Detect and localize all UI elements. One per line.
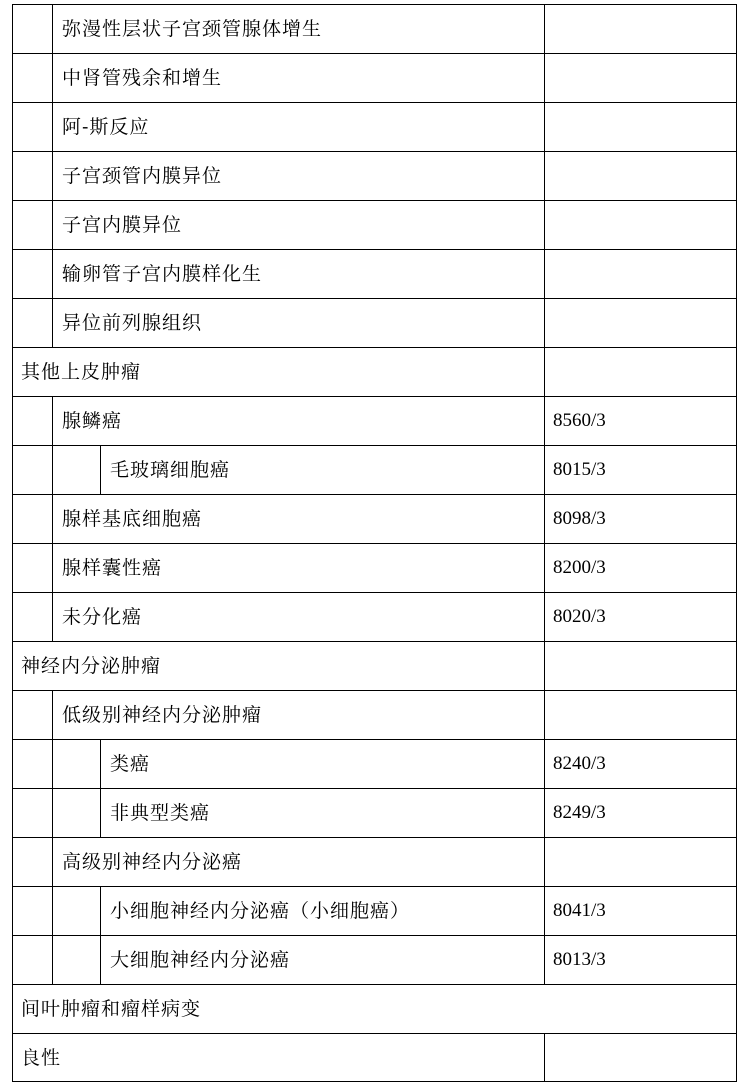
row-name: 子宫颈管内膜异位 [62, 165, 223, 187]
row-name: 类癌 [110, 753, 151, 775]
row-left-border [12, 936, 13, 984]
table-row [12, 494, 737, 543]
row-code: 8041/3 [553, 900, 606, 921]
code-column-divider [544, 887, 545, 935]
code-column-divider [544, 152, 545, 200]
row-right-border [736, 838, 737, 886]
table-row [12, 592, 737, 641]
row-right-border [736, 1034, 737, 1081]
row-left-border [12, 1034, 13, 1081]
table-row [12, 396, 737, 445]
code-column-divider [544, 495, 545, 543]
row-code: 8560/3 [553, 410, 606, 431]
code-column-divider [544, 397, 545, 445]
table-row [12, 935, 737, 984]
row-code: 8020/3 [553, 606, 606, 627]
row-code: 8098/3 [553, 508, 606, 529]
row-left-border [12, 691, 13, 739]
table-row [12, 53, 737, 102]
indent-divider [52, 397, 53, 445]
row-left-border [12, 103, 13, 151]
indent-divider [52, 446, 53, 494]
indent-divider [52, 593, 53, 641]
indent-divider [52, 740, 53, 788]
code-column-divider [544, 103, 545, 151]
row-right-border [736, 446, 737, 494]
row-left-border [12, 544, 13, 592]
table-row [12, 739, 737, 788]
row-right-border [736, 985, 737, 1033]
indent-divider [52, 5, 53, 53]
indent-divider [52, 250, 53, 298]
row-name: 弥漫性层状子宫颈管腺体增生 [62, 18, 323, 40]
row-name: 腺鳞癌 [62, 410, 123, 432]
code-column-divider [544, 201, 545, 249]
indent-divider [52, 544, 53, 592]
code-column-divider [544, 544, 545, 592]
row-name: 阿-斯反应 [62, 116, 150, 138]
row-name: 小细胞神经内分泌癌（小细胞癌） [110, 900, 411, 922]
row-code: 8249/3 [553, 802, 606, 823]
table-row [12, 886, 737, 935]
row-right-border [736, 201, 737, 249]
code-column-divider [544, 789, 545, 837]
row-left-border [12, 348, 13, 396]
table-row [12, 690, 737, 739]
code-column-divider [544, 348, 545, 396]
table-row [12, 984, 737, 1033]
row-name: 毛玻璃细胞癌 [110, 459, 231, 481]
table-row [12, 102, 737, 151]
table-row [12, 788, 737, 837]
table-row [12, 298, 737, 347]
indent-divider [52, 936, 53, 984]
row-left-border [12, 54, 13, 102]
indent-divider [52, 299, 53, 347]
row-name: 良性 [21, 1047, 62, 1069]
code-column-divider [544, 593, 545, 641]
row-right-border [736, 5, 737, 53]
row-left-border [12, 593, 13, 641]
row-name: 腺样囊性癌 [62, 557, 163, 579]
row-name: 中肾管残余和增生 [62, 67, 223, 89]
indent-divider [100, 887, 101, 935]
row-left-border [12, 887, 13, 935]
row-code: 8240/3 [553, 753, 606, 774]
table-row [12, 1033, 737, 1082]
row-left-border [12, 397, 13, 445]
row-right-border [736, 936, 737, 984]
row-name: 子宫内膜异位 [62, 214, 183, 236]
code-column-divider [544, 838, 545, 886]
row-right-border [736, 54, 737, 102]
indent-divider [52, 54, 53, 102]
code-column-divider [544, 691, 545, 739]
row-right-border [736, 740, 737, 788]
row-name: 其他上皮肿瘤 [21, 361, 142, 383]
row-name: 非典型类癌 [110, 802, 211, 824]
row-right-border [736, 544, 737, 592]
row-left-border [12, 789, 13, 837]
row-name: 大细胞神经内分泌癌 [110, 949, 291, 971]
indent-divider [52, 103, 53, 151]
code-column-divider [544, 642, 545, 690]
table-row [12, 4, 737, 53]
indent-divider [52, 838, 53, 886]
row-left-border [12, 299, 13, 347]
row-left-border [12, 152, 13, 200]
row-left-border [12, 201, 13, 249]
code-column-divider [544, 250, 545, 298]
row-right-border [736, 348, 737, 396]
indent-divider [52, 691, 53, 739]
indent-divider [52, 887, 53, 935]
code-column-divider [544, 936, 545, 984]
row-left-border [12, 740, 13, 788]
row-name: 低级别神经内分泌肿瘤 [62, 704, 263, 726]
row-right-border [736, 642, 737, 690]
code-column-divider [544, 5, 545, 53]
row-right-border [736, 299, 737, 347]
row-name: 未分化癌 [62, 606, 143, 628]
row-name: 神经内分泌肿瘤 [21, 655, 162, 677]
row-right-border [736, 789, 737, 837]
code-column-divider [544, 1034, 545, 1081]
row-name: 异位前列腺组织 [62, 312, 203, 334]
indent-divider [52, 201, 53, 249]
indent-divider [100, 789, 101, 837]
row-right-border [736, 887, 737, 935]
row-name: 腺样基底细胞癌 [62, 508, 203, 530]
row-code: 8200/3 [553, 557, 606, 578]
row-name: 高级别神经内分泌癌 [62, 851, 243, 873]
row-code: 8015/3 [553, 459, 606, 480]
row-right-border [736, 103, 737, 151]
code-column-divider [544, 740, 545, 788]
indent-divider [52, 789, 53, 837]
row-right-border [736, 593, 737, 641]
row-left-border [12, 495, 13, 543]
row-left-border [12, 5, 13, 53]
row-left-border [12, 985, 13, 1033]
row-left-border [12, 838, 13, 886]
code-column-divider [544, 54, 545, 102]
table-row [12, 543, 737, 592]
row-right-border [736, 152, 737, 200]
indent-divider [100, 446, 101, 494]
row-left-border [12, 642, 13, 690]
table-row [12, 151, 737, 200]
indent-divider [100, 936, 101, 984]
row-name: 间叶肿瘤和瘤样病变 [21, 998, 202, 1020]
table-row [12, 641, 737, 690]
table-row [12, 445, 737, 494]
row-right-border [736, 397, 737, 445]
indent-divider [52, 152, 53, 200]
row-right-border [736, 495, 737, 543]
row-left-border [12, 250, 13, 298]
table-row [12, 249, 737, 298]
row-name: 输卵管子宫内膜样化生 [62, 263, 263, 285]
row-right-border [736, 250, 737, 298]
indent-divider [52, 495, 53, 543]
table-row [12, 837, 737, 886]
table-row [12, 200, 737, 249]
row-right-border [736, 691, 737, 739]
code-column-divider [544, 299, 545, 347]
code-column-divider [544, 446, 545, 494]
row-left-border [12, 446, 13, 494]
row-code: 8013/3 [553, 949, 606, 970]
table-row [12, 347, 737, 396]
indent-divider [100, 740, 101, 788]
